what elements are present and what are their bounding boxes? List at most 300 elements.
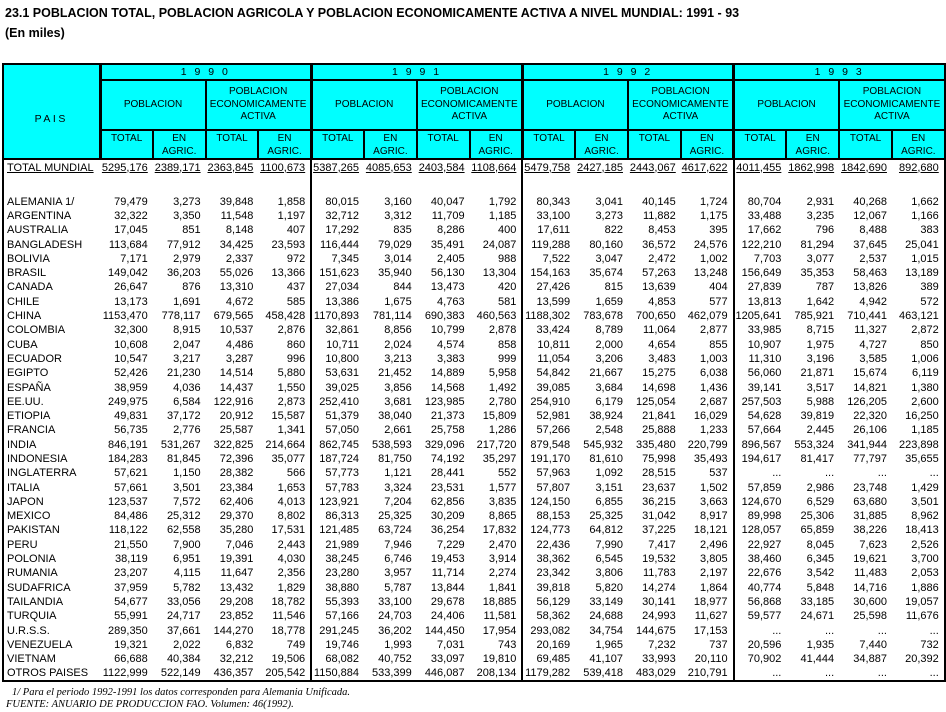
value-cell: 2,024 — [384, 338, 412, 351]
table-row — [3, 367, 945, 381]
value-cell: 2,274 — [488, 567, 517, 580]
value-cell: 407 — [286, 224, 306, 237]
value-cell: 19,057 — [905, 595, 939, 608]
value-cell: 40,145 — [642, 195, 676, 208]
table-row — [3, 438, 945, 452]
value-cell: 1150,884 — [311, 667, 364, 681]
value-cell: 4,727 — [859, 338, 887, 351]
value-cell: 62,558 — [166, 524, 201, 537]
value-cell: 1108,664 — [471, 161, 517, 174]
value-cell: 39,141 — [734, 381, 787, 395]
value-cell: 5,787 — [384, 581, 412, 594]
value-cell — [681, 176, 734, 195]
value-cell: 24,703 — [378, 610, 412, 623]
value-cell: 3,213 — [384, 352, 412, 365]
table-row — [3, 538, 945, 552]
country-cell: ITALIA — [7, 481, 40, 494]
value-cell: 57,773 — [311, 467, 364, 481]
value-cell: 577 — [709, 295, 728, 308]
value-cell: 1,380 — [911, 381, 939, 394]
value-cell: 855 — [709, 338, 728, 351]
value-cell: 25,758 — [430, 424, 465, 437]
value-cell: 3,324 — [384, 481, 412, 494]
value-cell: 20,392 — [905, 653, 939, 666]
value-cell: 4,013 — [277, 495, 306, 508]
col-header-en-agric — [892, 130, 945, 159]
value-cell: 3,235 — [806, 209, 835, 222]
table-row — [3, 624, 945, 638]
country-cell: CANADA — [7, 281, 53, 294]
value-cell: 20,169 — [522, 638, 575, 652]
value-cell — [206, 176, 259, 195]
value-cell: 3,684 — [595, 381, 623, 394]
value-cell: 988 — [498, 252, 517, 265]
group-pea-line: ECONOMICAMENTE — [843, 98, 941, 110]
value-cell: 7,204 — [384, 495, 412, 508]
value-cell — [311, 176, 364, 195]
value-cell: 56,129 — [522, 595, 575, 609]
value-cell: 3,196 — [806, 352, 835, 365]
value-cell: 781,114 — [372, 310, 412, 323]
value-cell: 11,581 — [483, 610, 517, 623]
value-cell: 552 — [498, 467, 517, 480]
value-cell: 69,485 — [522, 653, 575, 667]
value-cell: 38,119 — [114, 553, 148, 566]
value-cell: 2,000 — [595, 338, 623, 351]
value-cell: 57,621 — [114, 467, 148, 480]
value-cell: 125,054 — [636, 395, 676, 408]
value-cell: 13,432 — [219, 581, 254, 594]
value-cell: 33,424 — [522, 324, 575, 338]
value-cell: ... — [929, 666, 939, 679]
table-row — [3, 581, 945, 595]
value-cell: 2403,584 — [418, 161, 465, 174]
value-cell: 19,810 — [482, 653, 517, 666]
value-cell: 11,310 — [734, 352, 787, 366]
value-cell: ... — [734, 624, 787, 638]
value-cell: 3,805 — [700, 553, 728, 566]
value-cell: 8,915 — [173, 324, 201, 337]
col-header-en-agric — [258, 130, 311, 159]
value-cell: 31,885 — [853, 510, 887, 523]
value-cell: 581 — [498, 295, 517, 308]
value-cell: 6,832 — [225, 638, 254, 651]
value-cell: 208,134 — [476, 666, 517, 679]
value-cell: 36,254 — [430, 524, 465, 537]
value-cell: 13,844 — [430, 581, 465, 594]
value-cell: 1,724 — [700, 195, 728, 208]
value-cell: 26,647 — [114, 281, 148, 294]
value-cell: 1179,282 — [522, 667, 575, 681]
value-cell: 53,631 — [311, 367, 364, 381]
value-cell: 2,526 — [911, 538, 939, 551]
value-cell: 4,654 — [648, 338, 676, 351]
value-cell: 54,628 — [734, 409, 787, 423]
value-cell: 80,343 — [522, 195, 575, 209]
value-cell: 13,310 — [219, 281, 254, 294]
value-cell: 335,480 — [636, 438, 676, 451]
table-row — [3, 567, 945, 581]
value-cell: 1,858 — [277, 195, 306, 208]
value-cell: 57,783 — [311, 481, 364, 495]
value-cell: 10,608 — [114, 338, 148, 351]
value-cell: ... — [877, 624, 887, 637]
value-cell: 21,989 — [311, 538, 364, 552]
value-cell: 1153,470 — [102, 310, 148, 323]
value-cell: 11,546 — [272, 610, 306, 623]
value-cell: 62,856 — [430, 495, 465, 508]
value-cell: ... — [877, 666, 887, 679]
value-cell: 996 — [286, 352, 306, 365]
value-cell: 13,639 — [642, 281, 676, 294]
group-pea — [206, 80, 312, 130]
value-cell: 4,574 — [437, 338, 465, 351]
group-pea-line: POBLACION — [440, 86, 499, 98]
value-cell: ... — [929, 467, 939, 480]
value-cell: 3,806 — [595, 567, 623, 580]
group-pea — [417, 80, 523, 130]
value-cell: 54,842 — [522, 367, 575, 381]
value-cell: 40,774 — [734, 581, 787, 595]
value-cell: 29,370 — [219, 510, 254, 523]
value-cell: 22,436 — [522, 538, 575, 552]
value-cell: 19,321 — [114, 638, 148, 651]
value-cell: 6,179 — [595, 395, 623, 408]
value-cell: 11,714 — [431, 567, 465, 580]
value-cell: 40,384 — [166, 653, 201, 666]
value-cell: 1,841 — [488, 581, 517, 594]
group-pea-line: POBLACION — [228, 86, 288, 98]
col-header-total: TOTAL — [734, 130, 787, 159]
value-cell: 3,914 — [488, 553, 517, 566]
value-cell — [364, 176, 417, 195]
country-cell: ESPAÑA — [7, 381, 51, 394]
group-pea-line: ACTIVA — [874, 111, 910, 123]
value-cell: 3,501 — [911, 495, 939, 508]
value-cell: 13,826 — [853, 281, 887, 294]
value-cell: 383 — [920, 224, 939, 237]
value-cell: 27,034 — [311, 281, 364, 295]
group-pea-line: ECONOMICAMENTE — [632, 98, 729, 110]
table-row — [3, 159, 945, 176]
value-cell: 121,485 — [311, 524, 364, 538]
value-cell: 20,596 — [734, 638, 787, 652]
country-cell: RUMANIA — [7, 567, 58, 580]
col-header-total: TOTAL — [522, 130, 575, 159]
value-cell: 787 — [815, 281, 835, 294]
value-cell: 15,275 — [642, 367, 676, 380]
footnote-alemania: 1/ Para el periodo 1992-1991 los datos corresponden para Alemania Unificada. — [12, 687, 351, 698]
value-cell: 6,855 — [595, 495, 623, 508]
value-cell: 36,572 — [642, 238, 676, 251]
value-cell: 32,322 — [114, 209, 148, 222]
table-row — [3, 338, 945, 352]
value-cell: 41,107 — [589, 653, 623, 666]
value-cell: 21,841 — [642, 410, 676, 423]
group-pea — [628, 80, 734, 130]
value-cell: 533,399 — [372, 666, 412, 679]
value-cell: 537 — [709, 467, 728, 480]
value-cell: 14,437 — [219, 381, 254, 394]
value-cell: 1,829 — [277, 581, 306, 594]
year-header-1990: 1 9 9 0 — [100, 64, 311, 80]
value-cell: 6,119 — [912, 367, 939, 380]
col-header-en-agric — [364, 130, 417, 159]
value-cell: 1,233 — [700, 424, 728, 437]
value-cell: 835 — [393, 224, 412, 237]
value-cell: 7,440 — [859, 638, 887, 651]
value-cell: 437 — [286, 281, 306, 294]
country-cell: INGLATERRA — [7, 467, 77, 480]
value-cell: 2,548 — [595, 424, 623, 437]
value-cell: 24,671 — [800, 610, 835, 623]
value-cell: 1,436 — [700, 381, 728, 394]
value-cell: 999 — [498, 352, 517, 365]
col-header-line: EN — [172, 133, 187, 144]
value-cell: 6,038 — [700, 367, 728, 380]
value-cell: 1205,641 — [734, 309, 787, 323]
value-cell: 5,782 — [173, 581, 201, 594]
value-cell: 8,715 — [806, 324, 835, 337]
table-row — [3, 395, 945, 409]
value-cell: 2,872 — [911, 324, 939, 337]
value-cell: 796 — [815, 224, 835, 237]
country-cell: PERU — [7, 538, 38, 551]
value-cell: 1,550 — [277, 381, 306, 394]
value-cell: 2,472 — [648, 252, 676, 265]
value-cell: 10,800 — [311, 352, 364, 366]
value-cell: 81,750 — [378, 452, 412, 465]
value-cell: 3,483 — [648, 352, 676, 365]
table-row — [3, 452, 945, 466]
value-cell: 39,085 — [522, 381, 575, 395]
value-cell — [417, 176, 470, 195]
value-cell: 126,205 — [847, 395, 887, 408]
value-cell: 3,160 — [384, 195, 412, 208]
value-cell: 3,041 — [595, 195, 623, 208]
country-cell: BANGLADESH — [7, 238, 83, 251]
value-cell: 54,677 — [114, 595, 148, 608]
value-cell: 11,064 — [642, 324, 676, 337]
value-cell: 23,637 — [642, 481, 676, 494]
value-cell: 35,077 — [271, 452, 306, 465]
col-header-line: AGRIC. — [795, 146, 830, 157]
table-row — [3, 481, 945, 495]
col-header-line: AGRIC. — [689, 146, 725, 157]
value-cell: 75,998 — [642, 452, 676, 465]
value-cell: 29,678 — [430, 595, 465, 608]
value-cell: 35,491 — [430, 238, 465, 251]
value-cell: 33,056 — [166, 595, 201, 608]
value-cell: 3,287 — [225, 352, 254, 365]
country-cell: TAILANDIA — [7, 595, 64, 608]
value-cell: 27,426 — [522, 281, 575, 295]
col-header-total: TOTAL — [100, 130, 153, 159]
value-cell: 10,547 — [114, 352, 148, 365]
value-cell: 51,379 — [311, 409, 364, 423]
value-cell: 81,294 — [800, 238, 835, 251]
country-cell: FRANCIA — [7, 424, 56, 437]
value-cell: 420 — [498, 281, 517, 294]
value-cell — [522, 176, 575, 195]
value-cell: 5387,265 — [311, 159, 364, 176]
value-cell: 35,655 — [905, 452, 939, 465]
value-cell: 184,283 — [108, 452, 148, 465]
value-cell — [258, 176, 311, 195]
value-cell: 25,306 — [800, 510, 835, 523]
value-cell: 778,117 — [161, 310, 201, 323]
value-cell: 7,345 — [311, 252, 364, 266]
value-cell: 2,496 — [700, 538, 728, 551]
value-cell: 191,170 — [522, 452, 575, 466]
value-cell: 566 — [286, 467, 306, 480]
value-cell: 17,153 — [693, 624, 728, 637]
value-cell: 462,079 — [687, 310, 728, 323]
value-cell: 217,720 — [476, 438, 517, 451]
value-cell: 8,962 — [911, 510, 939, 523]
value-cell: 223,898 — [898, 438, 939, 451]
col-header-en-agric — [153, 130, 206, 159]
value-cell: 30,141 — [642, 595, 676, 608]
value-cell: 144,450 — [424, 624, 465, 637]
col-header-line: EN — [699, 133, 714, 144]
table-row — [3, 209, 945, 223]
group-pea-line: POBLACION — [651, 86, 710, 98]
value-cell: 25,598 — [853, 610, 887, 623]
value-cell: 25,888 — [642, 424, 676, 437]
value-cell: 33,993 — [642, 653, 676, 666]
value-cell: 41,444 — [800, 653, 835, 666]
value-cell: 3,542 — [806, 567, 835, 580]
value-cell: 14,698 — [642, 381, 676, 394]
value-cell: 14,568 — [430, 381, 465, 394]
value-cell: 1,015 — [911, 252, 939, 265]
value-cell: 22,676 — [734, 567, 787, 581]
value-cell: 39,848 — [219, 195, 254, 208]
value-cell: 81,845 — [166, 452, 201, 465]
value-cell: 7,232 — [648, 638, 676, 651]
value-cell: 88,153 — [522, 510, 575, 524]
value-cell: 37,661 — [166, 624, 201, 637]
table-row — [3, 524, 945, 538]
value-cell: ... — [734, 667, 787, 681]
value-cell: 25,041 — [905, 238, 939, 251]
page-subtitle: (En miles) — [5, 26, 65, 40]
value-cell: 7,417 — [648, 538, 676, 551]
value-cell: 124,670 — [734, 495, 787, 509]
value-cell: 860 — [286, 338, 306, 351]
value-cell: 3,383 — [437, 352, 465, 365]
country-cell: PAKISTAN — [7, 524, 60, 537]
country-cell: EE.UU. — [7, 395, 44, 408]
value-cell: 21,230 — [166, 367, 201, 380]
table-row — [3, 252, 945, 266]
value-cell: 23,852 — [219, 610, 254, 623]
value-cell: 27,839 — [734, 281, 787, 295]
table-row — [3, 309, 945, 323]
value-cell: 22,927 — [734, 538, 787, 552]
value-cell: 13,473 — [430, 281, 465, 294]
value-cell: 33,985 — [734, 324, 787, 338]
value-cell: 404 — [709, 281, 728, 294]
value-cell: 17,292 — [311, 224, 364, 238]
value-cell: 6,584 — [173, 395, 201, 408]
value-cell: 210,791 — [687, 666, 728, 679]
value-cell: 1,965 — [595, 638, 623, 651]
value-cell: 20,110 — [694, 653, 728, 666]
value-cell: 70,902 — [734, 653, 787, 667]
value-cell: 25,312 — [166, 510, 201, 523]
value-cell: 389 — [920, 281, 939, 294]
value-cell: 74,192 — [430, 452, 465, 465]
value-cell: 3,273 — [173, 195, 201, 208]
value-cell: 2,776 — [173, 424, 201, 437]
value-cell: 122,210 — [734, 238, 787, 252]
col-header-en-agric — [681, 130, 734, 159]
value-cell: 17,611 — [522, 224, 575, 238]
value-cell: 1,864 — [700, 581, 728, 594]
value-cell: 545,932 — [583, 438, 623, 451]
country-cell: ETIOPIA — [7, 410, 51, 423]
value-cell: 79,029 — [378, 238, 412, 251]
value-cell: 851 — [182, 224, 201, 237]
value-cell: 11,548 — [220, 209, 254, 222]
value-cell: 23,384 — [219, 481, 254, 494]
value-cell: 3,312 — [384, 209, 412, 222]
value-cell: 1,429 — [911, 481, 939, 494]
table-row — [3, 495, 945, 509]
value-cell: 1,121 — [384, 467, 412, 480]
value-cell: 56,060 — [734, 367, 787, 381]
value-cell: 77,912 — [166, 238, 201, 251]
value-cell: 113,684 — [108, 238, 148, 251]
group-pea-line: ECONOMICAMENTE — [420, 98, 518, 110]
value-cell: 6,951 — [173, 553, 201, 566]
value-cell: 3,700 — [911, 553, 939, 566]
value-cell: 81,417 — [800, 452, 835, 465]
value-cell: 31,042 — [642, 510, 676, 523]
value-cell: 2,873 — [277, 395, 306, 408]
group-poblacion: POBLACION — [100, 80, 206, 130]
table-row — [3, 352, 945, 366]
value-cell: 892,680 — [898, 161, 939, 174]
value-cell: 34,425 — [219, 238, 254, 251]
col-header-line: AGRIC. — [373, 146, 408, 157]
country-cell: JAPON — [7, 495, 44, 508]
value-cell: 395 — [709, 224, 728, 237]
value-cell: 4,115 — [173, 567, 201, 580]
value-cell: 28,382 — [219, 467, 254, 480]
value-cell: 1,341 — [277, 424, 306, 437]
value-cell: 25,325 — [589, 510, 623, 523]
country-cell: VENEZUELA — [7, 638, 73, 651]
value-cell: 7,572 — [173, 495, 201, 508]
value-cell: 35,280 — [219, 524, 254, 537]
value-cell: 4,853 — [648, 295, 676, 308]
value-cell: 1100,673 — [260, 161, 306, 174]
value-cell: 33,185 — [800, 595, 835, 608]
value-cell: 21,871 — [800, 367, 835, 380]
country-cell: ARGENTINA — [7, 209, 72, 222]
value-cell: 815 — [604, 281, 623, 294]
value-cell: 56,735 — [114, 424, 148, 437]
value-cell: 40,752 — [378, 653, 412, 666]
value-cell: 119,288 — [522, 238, 575, 252]
country-cell: BRASIL — [7, 267, 47, 280]
value-cell: 8,802 — [277, 510, 306, 523]
country-cell: VIETNAM — [7, 653, 56, 666]
value-cell: 21,667 — [589, 367, 623, 380]
